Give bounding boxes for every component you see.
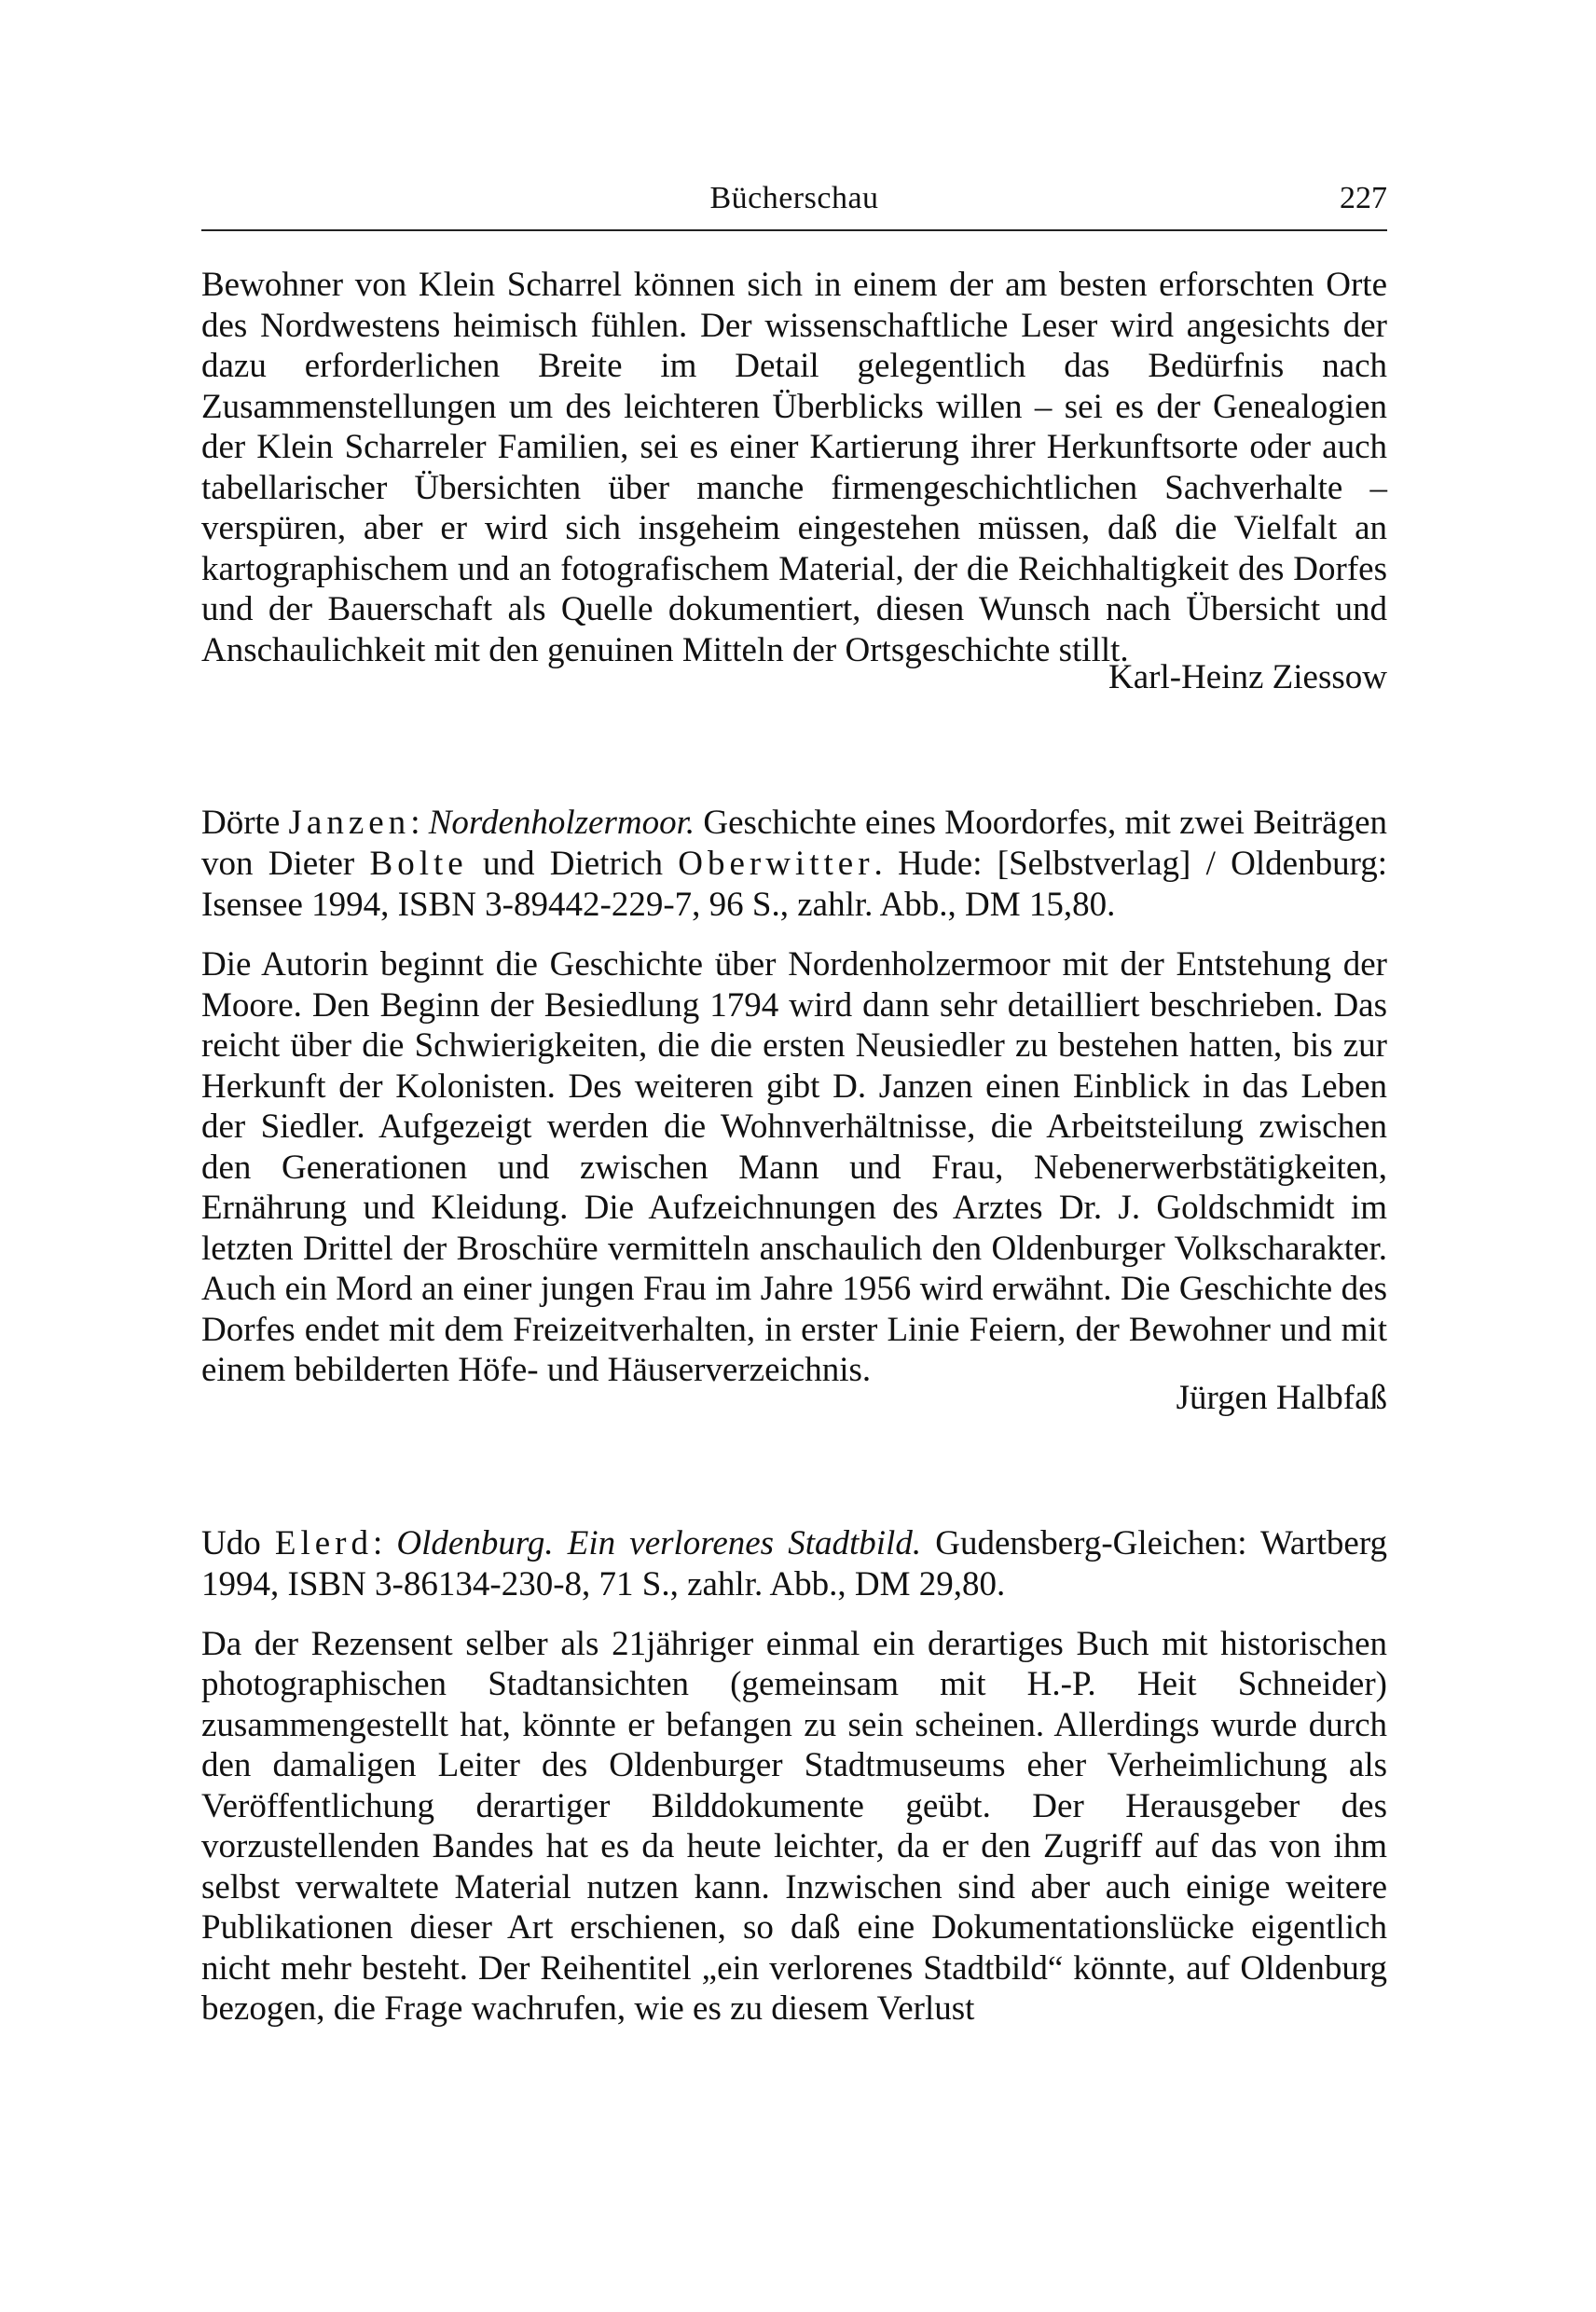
review2-subtitle: Geschichte eines Moordorfes, mit zwei Beiträgen von Dieter — [201, 804, 1388, 883]
review2-author-last: Janzen — [288, 804, 411, 842]
review2-connector: und Dietrich — [482, 845, 663, 883]
review3-author-first: Udo — [201, 1523, 261, 1562]
review2-paragraph: Die Autorin beginnt die Geschichte über Nordenholzermoor mit der Entstehung der Moore. Den Beginn der Besiedlung 1794 wird dann sehr detailliert beschrieben. Das reicht über die Schwierigkeiten, die die ersten Neusiedler zu bestehen hatten, bis zur Herkunft der Kolonisten. Des weiteren gibt D. Janzen einen Einblick in das Leben der Siedler. Aufgezeigt werden die Wohnverhältnisse, die Arbeitsteilung zwischen den Generationen und zwischen Mann und Frau, Nebenerwerbstätigkeiten, Ernährung und Kleidung. Die Aufzeichnungen des Arztes Dr. J. Goldschmidt im letzten Drittel der Broschüre vermitteln anschaulich den Oldenburger Volkscharakter. Auch ein Mord an einer jungen Frau im Jahre 1956 wird erwähnt. Die Geschichte des Dorfes endet mit dem Freizeitverhalten, in erster Linie Feiern, der Bewohner und mit einem bebilderten Höfe- und Häuserverzeichnis. — [201, 945, 1387, 1389]
review2-contributor-1: Bolte — [369, 845, 468, 883]
review2-contributor-2: Oberwitter — [678, 845, 874, 883]
review3-imprint: Gudensberg-Gleichen: Wartberg 1994, ISBN 3-86134-230-8, 71 S., zahlr. Abb., DM 29,80. — [201, 1523, 1388, 1603]
review3-paragraph: Da der Rezensent selber als 21jähriger einmal ein derartiges Buch mit historischen photographischen Stadtansichten (gemeinsam mit H.-P. Heit Schneider) zusammengestellt hat, könnte er befangen zu sein scheinen. Allerdings wurde durch den damaligen Leiter des Oldenburger Stadtmuseums eher Verheimlichung als Veröffentlichung derartiger Bilddokumente geübt. Der Herausgeber des vorzustellenden Bandes hat es da heute leichter, da er den Zugriff auf das von ihm selbst verwaltete Material nutzen kann. Inzwischen sind aber auch einige weitere Publikationen dieser Art erschienen, so daß eine Dokumentationslücke eigentlich nicht mehr besteht. Der Reihentitel „ein verlorenes Stadtbild“ könnte, auf Oldenburg bezogen, die Frage wachrufen, wie es zu diesem Verlust — [201, 1624, 1387, 2028]
review1-reviewer: Karl-Heinz Ziessow — [1108, 658, 1387, 696]
review1-paragraph: Bewohner von Klein Scharrel können sich in einem der am besten erforschten Orte des Nordwestens heimisch fühlen. Der wissenschaftliche Leser wird angesichts der dazu erforderlichen Breite im Detail gelegentlich das Bedürfnis nach Zusammenstellungen um des leichteren Überblicks willen – sei es der Genealogien der Klein Scharreler Familien, sei es einer Kartierung ihrer Herkunftsorte oder auch tabellarischer Übersichten über manche firmengeschichtlichen Sachverhalte – verspüren, aber er wird sich insgeheim eingestehen müssen, daß die Vielfalt an kartographischem und an fotografischem Material, der die Reichhaltigkeit des Dorfes und der Bauerschaft als Quelle dokumentiert, diesen Wunsch nach Übersicht und Anschaulichkeit mit den genuinen Mitteln der Ortsgeschichte stillt. — [201, 266, 1387, 669]
page — [201, 177, 1387, 2030]
review3-bibliographic-entry: Udo Elerd: Oldenburg. Ein verlorenes Stadtbild. Gudensberg-Gleichen: Wartberg 1994, ISBN 3-86134-230-8, 71 S., zahlr. Abb., DM 29,80. — [201, 1523, 1388, 1603]
running-header — [201, 177, 1387, 231]
review2-reviewer: Jürgen Halbfaß — [1176, 1378, 1387, 1417]
review2-author-first: Dörte — [201, 804, 281, 842]
review2-bibliographic-entry: Dörte Janzen: Nordenholzermoor. Geschichte eines Moordorfes, mit zwei Beiträgen von Dieter Bolte und Dietrich Oberwitter. Hude: [Selbstverlag] / Oldenburg: Isensee 1994, ISBN 3-89442-229-7, 96 S., zahlr. Abb., DM 15,80. — [201, 804, 1388, 924]
page-number: 227 — [1340, 181, 1387, 215]
review2-imprint: . Hude: [Selbstverlag] / Oldenburg: Isensee 1994, ISBN 3-89442-229-7, 96 S., zahlr. Abb., DM 15,80. — [201, 845, 1388, 924]
review3-author-last: Elerd — [274, 1523, 373, 1562]
review3-title: Oldenburg. Ein verlorenes Stadtbild. — [396, 1523, 922, 1562]
review2-title: Nordenholzermoor. — [428, 804, 695, 842]
running-title: Bücherschau — [709, 181, 879, 215]
